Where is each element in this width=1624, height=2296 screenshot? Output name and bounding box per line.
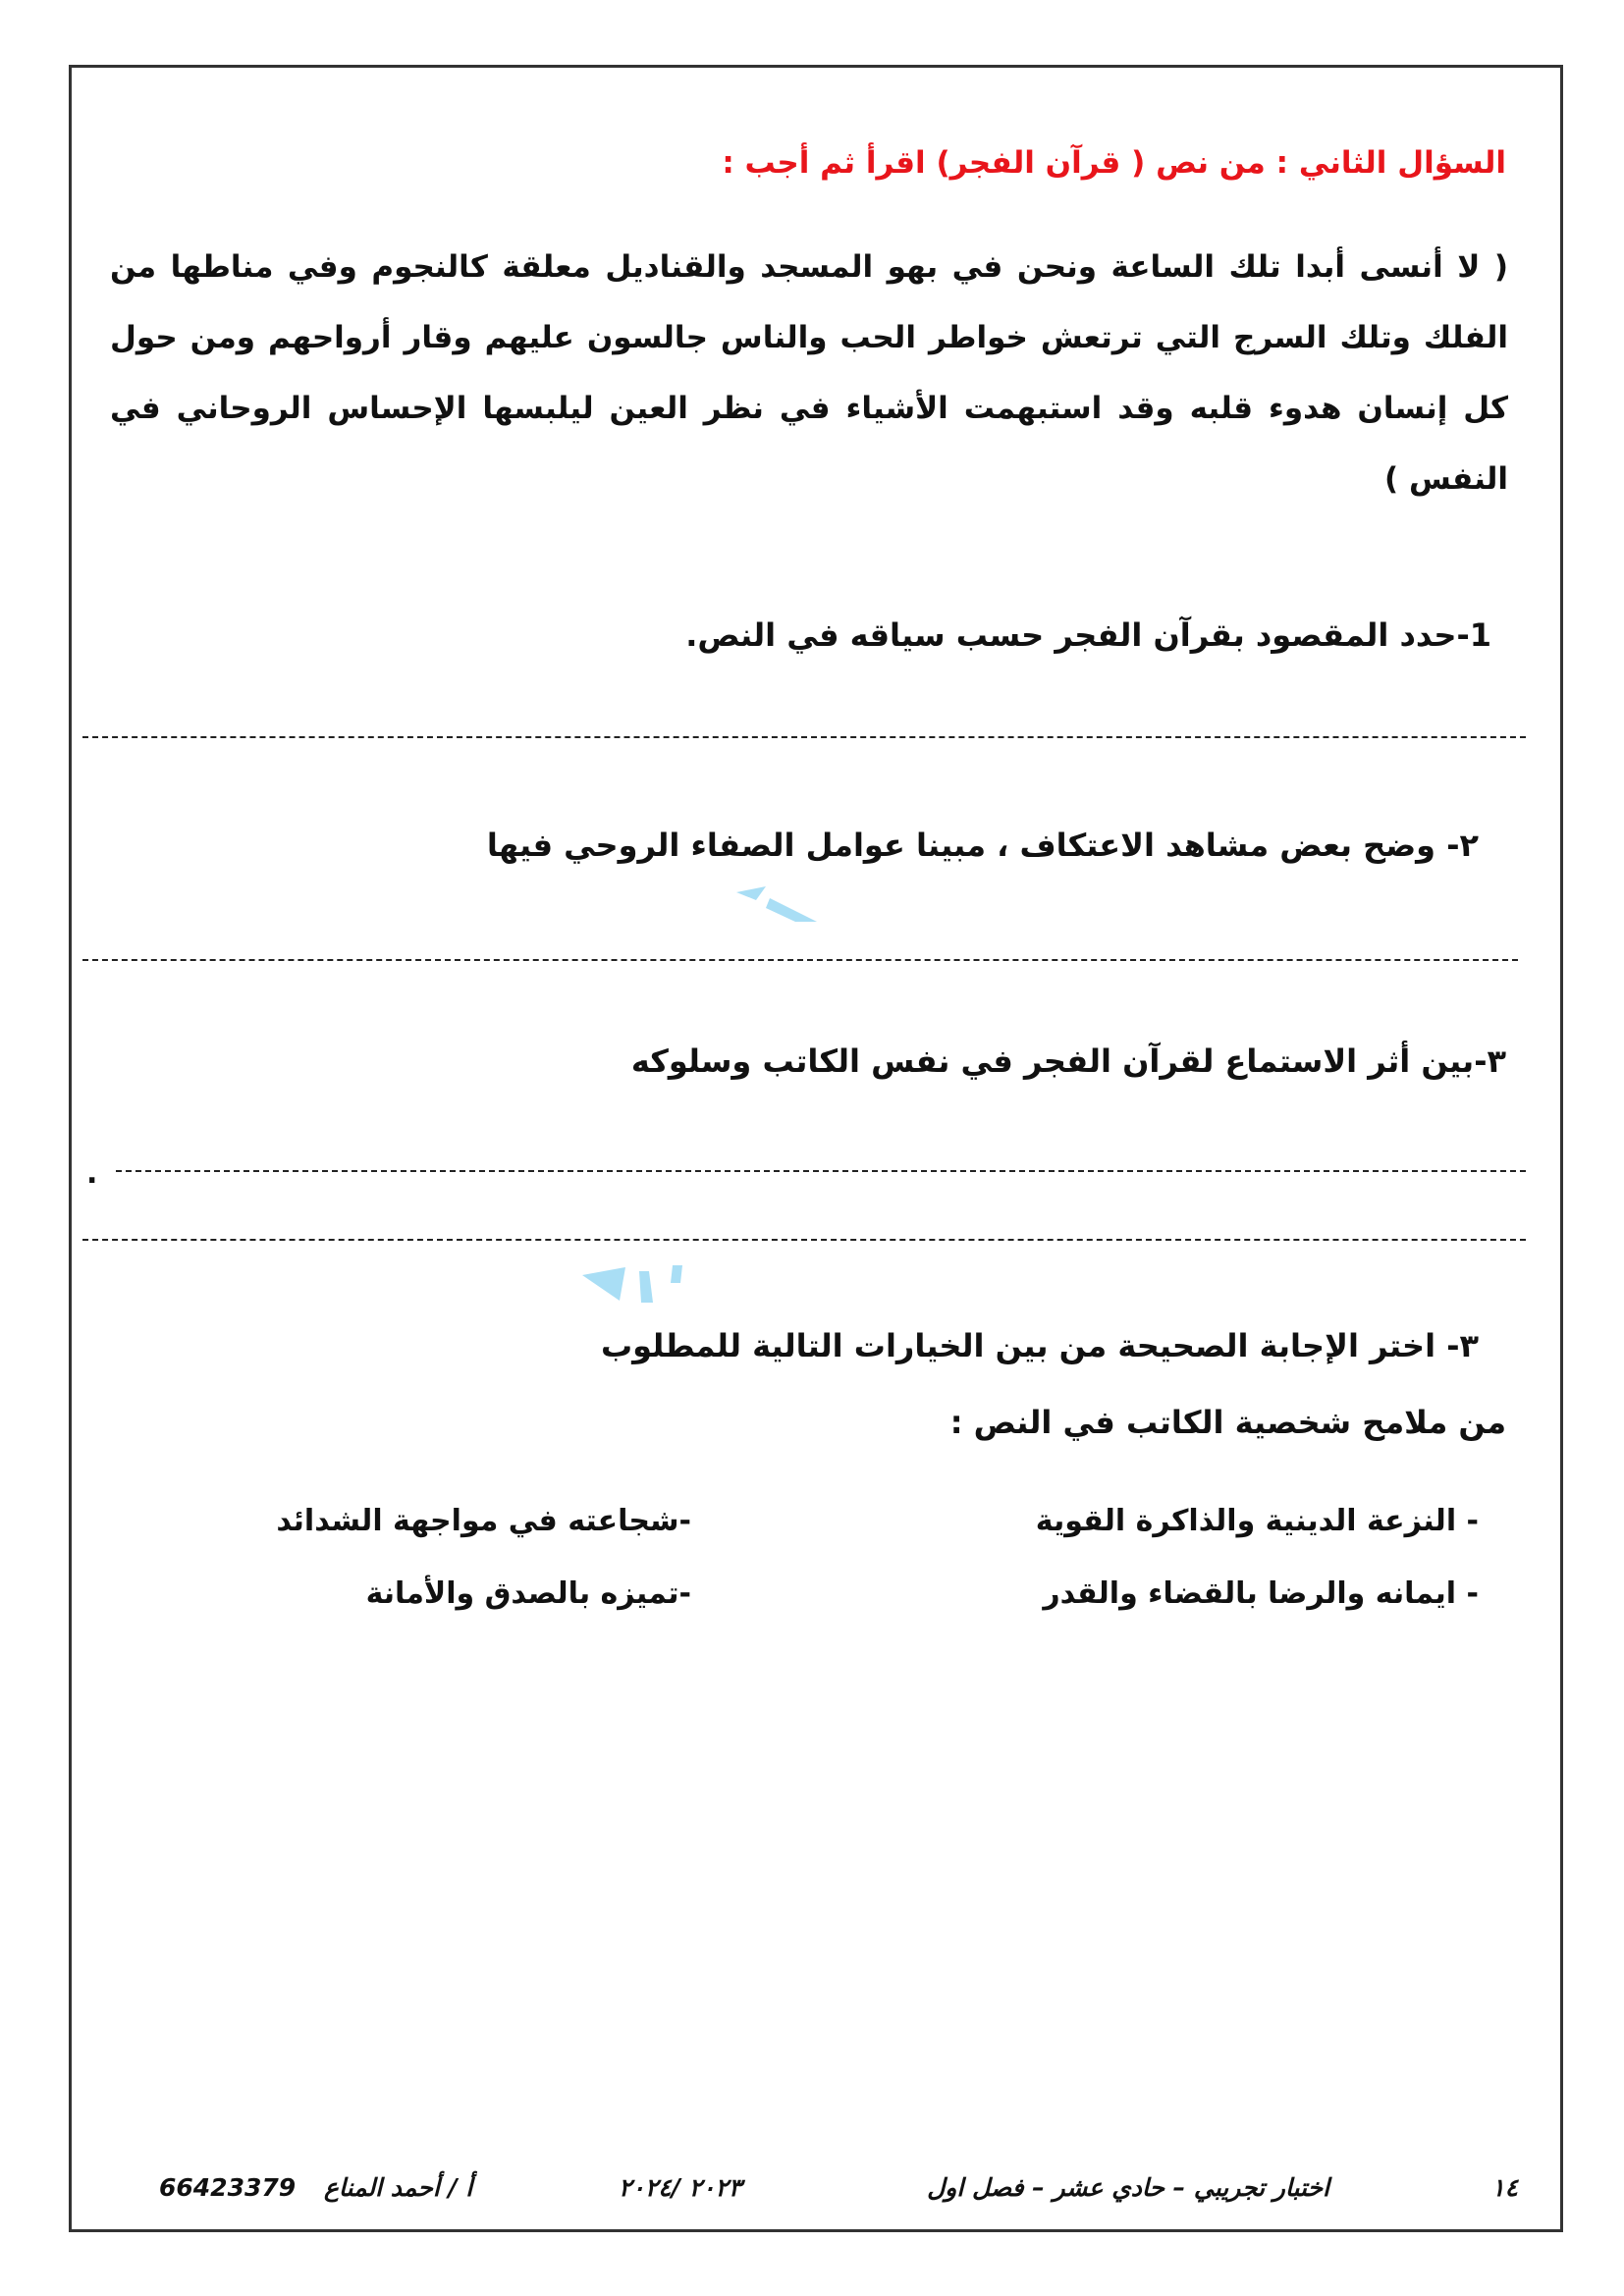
- page-number: ١٤: [1491, 2173, 1518, 2202]
- question-3: ٣-بين أثر الاستماع لقرآن الفجر في نفس الكاتب وسلوكه: [630, 1042, 1506, 1080]
- exam-year: ٢٠٢٣ /٢٠٢٤: [619, 2173, 742, 2202]
- section-heading: السؤال الثاني : من نص ( قرآن الفجر) اقرأ ثم أجب :: [722, 145, 1506, 181]
- answer-line-1: [82, 736, 1526, 738]
- reading-passage: ( لا أنسى أبدا تلك الساعة ونحن في بهو المسجد والقناديل معلقة كالنجوم وفي مناطها من الفلك وتلك السرج التي ترتعش خواطر الحب والناس جالسون عليهم وقار أرواحهم ومن حول كل إنسان هدوء قلبه وقد استبهمت الأشياء في نظر العين ليلبسها الإحساس الروحاني في النفس ): [110, 249, 1508, 497]
- option-d: -تميزه بالصدق والأمانة: [365, 1576, 691, 1611]
- question-1: 1-حدد المقصود بقرآن الفجر حسب سياقه في النص.: [685, 616, 1491, 654]
- option-a: - النزعة الدينية والذاكرة القوية: [1035, 1504, 1479, 1538]
- watermark-shape: [582, 1267, 625, 1301]
- exam-title: اختبار تجريبي – حادي عشر – فصل اول: [927, 2173, 1329, 2202]
- question-2: ٢- وضح بعض مشاهد الاعتكاف ، مبينا عوامل الصفاء الروحي فيها: [486, 827, 1479, 864]
- option-c: - ايمانه والرضا بالقضاء والقدر: [1043, 1576, 1479, 1611]
- watermark-shape: [766, 898, 817, 922]
- teacher-name: أ / أحمد المناع: [324, 2173, 473, 2202]
- teacher-phone: 66423379: [159, 2173, 297, 2202]
- trailing-dot: .: [86, 1156, 98, 1191]
- watermark-shape: [671, 1265, 682, 1283]
- watermark-shape: [736, 886, 766, 900]
- watermark-shape: [639, 1271, 653, 1303]
- answer-line-2: [82, 959, 1518, 961]
- question-4-prompt: من ملامح شخصية الكاتب في النص :: [949, 1404, 1506, 1441]
- answer-line-3a: [116, 1170, 1526, 1172]
- watermark-logo-fragment: [574, 1261, 722, 1320]
- option-b: -شجاعته في مواجهة الشدائد: [276, 1504, 691, 1538]
- question-4: ٣- اختر الإجابة الصحيحة من بين الخيارات التالية للمطلوب: [600, 1327, 1479, 1364]
- watermark-logo-fragment: [727, 879, 825, 928]
- answer-line-3b: [82, 1239, 1526, 1241]
